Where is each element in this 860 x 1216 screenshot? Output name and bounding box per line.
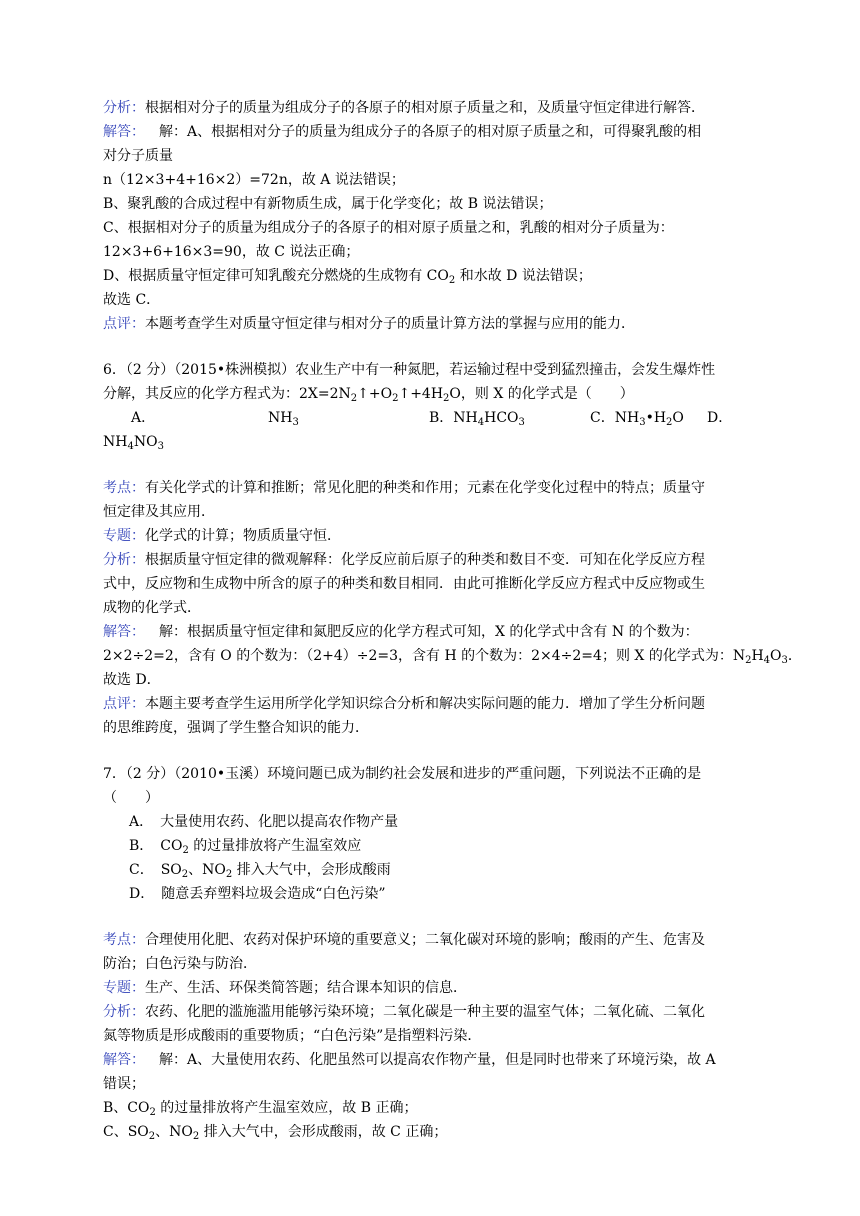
keypoint-tag: 考点： xyxy=(103,932,145,948)
q6-keypoint-line-2: 恒定律及其应用． xyxy=(103,504,215,520)
q7-analysis-line-2: 氮等物质是形成酸雨的重要物质；“白色污染”是指塑料污染． xyxy=(103,1028,482,1044)
q7-answer-line-4 xyxy=(103,1120,763,1144)
text-part: 的过量排放将产生温室效应，故 B 正确； xyxy=(155,1100,418,1116)
option-label: C． xyxy=(590,410,615,426)
option-label: B． xyxy=(429,410,454,426)
subscript: 3 xyxy=(518,417,525,428)
q5-answer-line-5: C、根据相对分子的质量为组成分子的各原子的相对原子质量之和，乳酸的相对分子质量为： xyxy=(103,220,674,236)
answer-text: 解：A、根据相对分子的质量为组成分子的各原子的相对原子质量之和，可得聚乳酸的相 xyxy=(159,124,702,140)
subscript: 2 xyxy=(443,393,450,404)
text-part: H xyxy=(751,648,764,664)
subscript: 3 xyxy=(639,417,646,428)
q6-analysis-line-3: 成物的化学式． xyxy=(103,600,201,616)
q6-comment-line-2: 的思维跨度，强调了学生整合知识的能力． xyxy=(103,720,369,736)
subscript: 2 xyxy=(181,869,189,880)
text-part: 排入大气中，会形成酸雨 xyxy=(232,862,391,878)
text-part: 分解，其反应的化学方程式为：2X=2N xyxy=(103,386,351,402)
text-part: 2×2÷2=2，含有 O 的个数为：（2+4）÷2=3，含有 H 的个数为：2×4÷2=4；则 X 的化学式为：N xyxy=(103,648,746,664)
text-part: •H xyxy=(645,410,667,426)
subscript: 2 xyxy=(149,1107,156,1118)
text-part: NH xyxy=(614,410,640,426)
q7-answer-line-3 xyxy=(103,1096,763,1120)
text-part: ． xyxy=(787,648,802,664)
subscript: 3 xyxy=(292,417,299,428)
q6-stem-line-1: 6．（2 分）（2015•株洲模拟）农业生产中有一种氮肥，若运输过程中受到猛烈撞击，会发生爆炸性 xyxy=(103,362,716,378)
q5-comment-line xyxy=(103,312,763,336)
keypoint-text: 有关化学式的计算和推断；常见化肥的种类和作用；元素在化学变化过程中的特点；质量守 xyxy=(145,480,705,496)
q7-option-b xyxy=(103,834,763,858)
text-part: NH xyxy=(268,410,293,426)
text-part: O，则 X 的化学式是（ ） xyxy=(449,386,634,402)
subscript: 2 xyxy=(182,845,189,856)
subscript: 2 xyxy=(392,393,399,404)
text-part: O xyxy=(672,410,684,426)
subscript: 2 xyxy=(148,1131,156,1142)
text-part: C、SO xyxy=(103,1124,149,1140)
q6-analysis-line-2: 式中，反应物和生成物中所含的原子的种类和数目相同．由此可推断化学反应方程式中反应物或生 xyxy=(103,576,705,592)
q7-keypoint-line-1 xyxy=(103,928,763,952)
text-part: NH xyxy=(453,410,478,426)
answer-tag: 解答： xyxy=(103,1052,145,1068)
q5-analysis-line xyxy=(103,96,763,120)
comment-text: 本题考查学生对质量守恒定律与相对分子的质量计算方法的掌握与应用的能力． xyxy=(145,316,635,332)
q6-options-line xyxy=(103,406,763,430)
answer-tag: 解答： xyxy=(103,624,145,640)
text-part: HCO xyxy=(484,410,519,426)
q6-topic-line xyxy=(103,524,763,548)
subscript: 2 xyxy=(192,1131,200,1142)
comment-text: 本题主要考查学生运用所学化学知识综合分析和解决实际问题的能力．增加了学生分析问题 xyxy=(145,696,705,712)
q6-option-c xyxy=(590,406,684,435)
q5-answer-line-4: B、聚乳酸的合成过程中有新物质生成，属于化学变化；故 B 说法错误； xyxy=(103,196,553,212)
q6-answer-line-1 xyxy=(103,620,763,644)
analysis-text: 根据质量守恒定律的微观解释：化学反应前后原子的种类和数目不变．可知在化学反应方程 xyxy=(145,552,705,568)
q6-analysis-line-1 xyxy=(103,548,763,572)
text-part: C． SO xyxy=(129,862,182,878)
text-part: 排入大气中，会形成酸雨，故 C 正确； xyxy=(199,1124,448,1140)
q7-answer-line-1 xyxy=(103,1048,763,1072)
keypoint-text: 合理使用化肥、农药对保护环境的重要意义；二氧化碳对环境的影响；酸雨的产生、危害及 xyxy=(145,932,705,948)
document-page xyxy=(103,96,802,1144)
answer-tag: 解答： xyxy=(103,124,145,140)
text-part: NO xyxy=(133,434,158,450)
q7-stem-line-2: （ ） xyxy=(103,790,159,806)
analysis-tag: 分析： xyxy=(103,100,145,116)
text-part: ↑+O xyxy=(357,386,393,402)
topic-text: 生产、生活、环保类简答题；结合课本知识的信息． xyxy=(145,980,467,996)
text-part: B． CO xyxy=(129,838,183,854)
q6-option-d-label: D． xyxy=(707,410,733,426)
subscript: 4 xyxy=(477,417,485,428)
q7-keypoint-line-2: 防治；白色污染与防治． xyxy=(103,956,257,972)
analysis-text: 根据相对分子的质量为组成分子的各原子的相对原子质量之和，及质量守恒定律进行解答． xyxy=(145,100,705,116)
subscript: 2 xyxy=(448,275,456,286)
subscript: 2 xyxy=(225,869,233,880)
answer-text: 解：A、大量使用农药、化肥虽然可以提高农作物产量，但是同时也带来了环境污染，故 A xyxy=(159,1052,716,1068)
q7-option-c xyxy=(103,858,763,882)
q7-stem-line-1: 7．（2 分）（2010•玉溪）环境问题已成为制约社会发展和进步的严重问题，下列说法不正确的是 xyxy=(103,766,702,782)
comment-tag: 点评： xyxy=(103,316,145,332)
subscript: 4 xyxy=(127,441,134,452)
analysis-tag: 分析： xyxy=(103,1004,145,1020)
q5-answer-line-1 xyxy=(103,120,763,144)
analysis-tag: 分析： xyxy=(103,552,145,568)
topic-tag: 专题： xyxy=(103,980,145,996)
q6-stem-line-2 xyxy=(103,382,763,406)
q6-option-a xyxy=(268,406,299,435)
text-part: D、根据质量守恒定律可知乳酸充分燃烧的生成物有 CO xyxy=(103,268,449,284)
q7-topic-line xyxy=(103,976,763,1000)
text-part: ↑+4H xyxy=(398,386,444,402)
q6-option-a-label: A． xyxy=(131,410,156,426)
q7-option-a: A． 大量使用农药、化肥以提高农作物产量 xyxy=(129,814,399,830)
comment-tag: 点评： xyxy=(103,696,145,712)
q6-answer-line-3: 故选 D． xyxy=(103,672,161,688)
text-part: 、NO xyxy=(188,862,226,878)
q7-analysis-line-1 xyxy=(103,1000,763,1024)
subscript: 3 xyxy=(157,441,164,452)
q6-option-b xyxy=(429,406,525,435)
subscript: 4 xyxy=(763,655,771,666)
text-part: 和水故 D 说法错误； xyxy=(455,268,592,284)
q5-answer-line-6: 12×3+6+16×3=90，故 C 说法正确； xyxy=(103,244,360,260)
q5-answer-line-3: n（12×3+4+16×2）=72n，故 A 说法错误； xyxy=(103,172,405,188)
text-part: NH xyxy=(103,434,128,450)
q5-answer-line-7 xyxy=(103,264,763,288)
text-part: 的过量排放将产生温室效应 xyxy=(188,838,362,854)
q6-comment-line-1 xyxy=(103,692,763,716)
analysis-text: 农药、化肥的滥施滥用能够污染环境；二氧化碳是一种主要的温室气体；二氧化硫、二氧化 xyxy=(145,1004,705,1020)
subscript: 2 xyxy=(666,417,673,428)
answer-text: 解：根据质量守恒定律和氮肥反应的化学方程式可知，X 的化学式中含有 N 的个数为： xyxy=(159,624,699,640)
text-part: O xyxy=(770,648,782,664)
q5-answer-line-2: 对分子质量 xyxy=(103,148,173,164)
q7-option-d: D． 随意丢弃塑料垃圾会造成“白色污染” xyxy=(129,886,386,902)
text-part: 、NO xyxy=(155,1124,193,1140)
q6-answer-line-2 xyxy=(103,644,802,668)
q7-answer-line-2: 错误； xyxy=(103,1076,145,1092)
subscript: 3 xyxy=(781,655,788,666)
q5-answer-line-8: 故选 C． xyxy=(103,292,161,308)
keypoint-tag: 考点： xyxy=(103,480,145,496)
topic-text: 化学式的计算；物质质量守恒． xyxy=(145,528,341,544)
subscript: 2 xyxy=(350,393,358,404)
subscript: 2 xyxy=(745,655,752,666)
q6-keypoint-line-1 xyxy=(103,476,763,500)
text-part: B、CO xyxy=(103,1100,150,1116)
topic-tag: 专题： xyxy=(103,528,145,544)
